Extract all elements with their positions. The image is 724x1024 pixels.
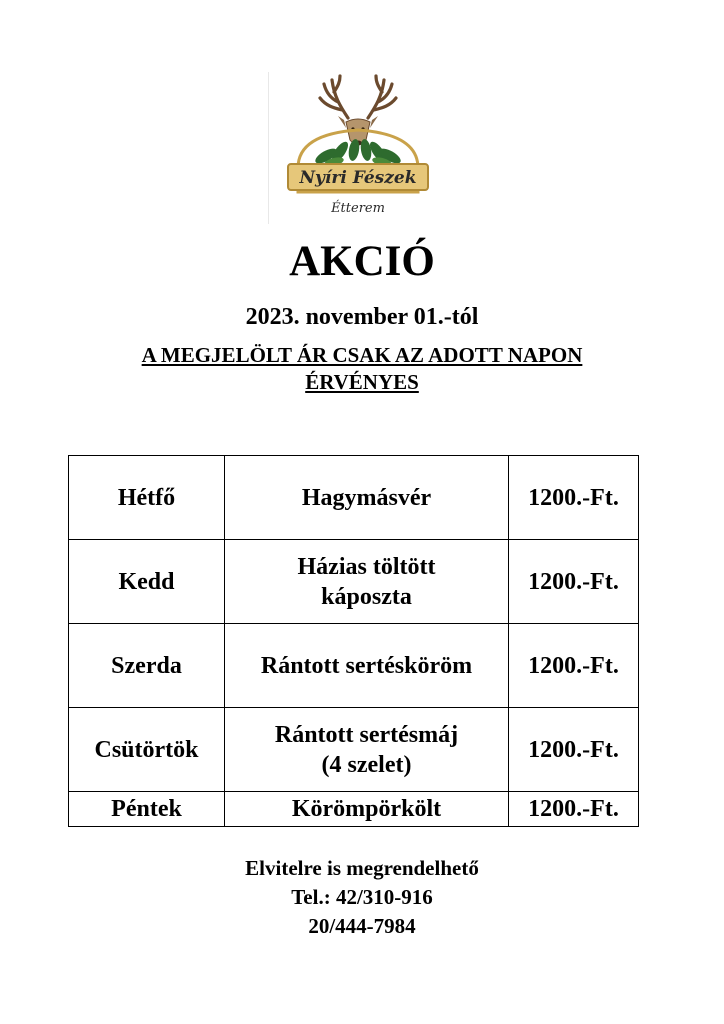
takeaway-note: Elvitelre is megrendelhető bbox=[245, 856, 479, 880]
menu-dish-line1: Rántott sertésmáj bbox=[274, 721, 459, 748]
menu-price: 1200.-Ft. bbox=[509, 792, 639, 827]
menu-dish-line1: Házias töltött bbox=[297, 553, 436, 580]
valid-from-date: 2023. november 01.-tól bbox=[245, 304, 479, 330]
restaurant-logo bbox=[268, 72, 448, 224]
menu-dish bbox=[225, 708, 509, 792]
menu-price: 1200.-Ft. bbox=[509, 708, 639, 792]
menu-dish bbox=[225, 456, 509, 540]
menu-dish bbox=[225, 540, 509, 624]
menu-price: 1200.-Ft. bbox=[509, 456, 639, 540]
menu-price: 1200.-Ft. bbox=[509, 624, 639, 708]
menu-price: 1200.-Ft. bbox=[509, 540, 639, 624]
contact-footer bbox=[0, 854, 724, 941]
menu-dish bbox=[225, 792, 509, 827]
menu-dish-line2: káposzta bbox=[321, 583, 412, 610]
phone-number: Tel.: 42/310-916 bbox=[291, 885, 433, 909]
price-notice bbox=[90, 342, 634, 396]
menu-day: Hétfő bbox=[69, 456, 225, 540]
menu-dish-line2: (4 szelet) bbox=[321, 751, 412, 778]
logo-subtitle: Étterem bbox=[331, 201, 385, 216]
menu-dish-line1: Körömpörkölt bbox=[291, 796, 442, 822]
menu-day: Szerda bbox=[69, 624, 225, 708]
menu-dish-line1: Hagymásvér bbox=[301, 484, 432, 511]
mobile-number: 20/444-7984 bbox=[308, 914, 416, 938]
menu-day: Péntek bbox=[69, 792, 225, 827]
page-title: AKCIÓ bbox=[289, 238, 435, 285]
menu-row-friday bbox=[69, 792, 639, 827]
menu-row-tuesday bbox=[69, 540, 639, 624]
menu-day: Csütörtök bbox=[69, 708, 225, 792]
menu-row-thursday bbox=[69, 708, 639, 792]
logo-name: Nyíri Fészek bbox=[299, 168, 417, 188]
price-notice-line2: ÉRVÉNYES bbox=[305, 370, 419, 394]
menu-row-monday bbox=[69, 456, 639, 540]
menu-row-wednesday bbox=[69, 624, 639, 708]
deer-antlers-icon bbox=[320, 76, 396, 118]
menu-day: Kedd bbox=[69, 540, 225, 624]
daily-menu-table bbox=[68, 455, 639, 827]
menu-dish bbox=[225, 624, 509, 708]
price-notice-line1: A MEGJELÖLT ÁR CSAK AZ ADOTT NAPON bbox=[141, 343, 583, 367]
menu-dish-line1: Rántott sertésköröm bbox=[260, 652, 473, 679]
